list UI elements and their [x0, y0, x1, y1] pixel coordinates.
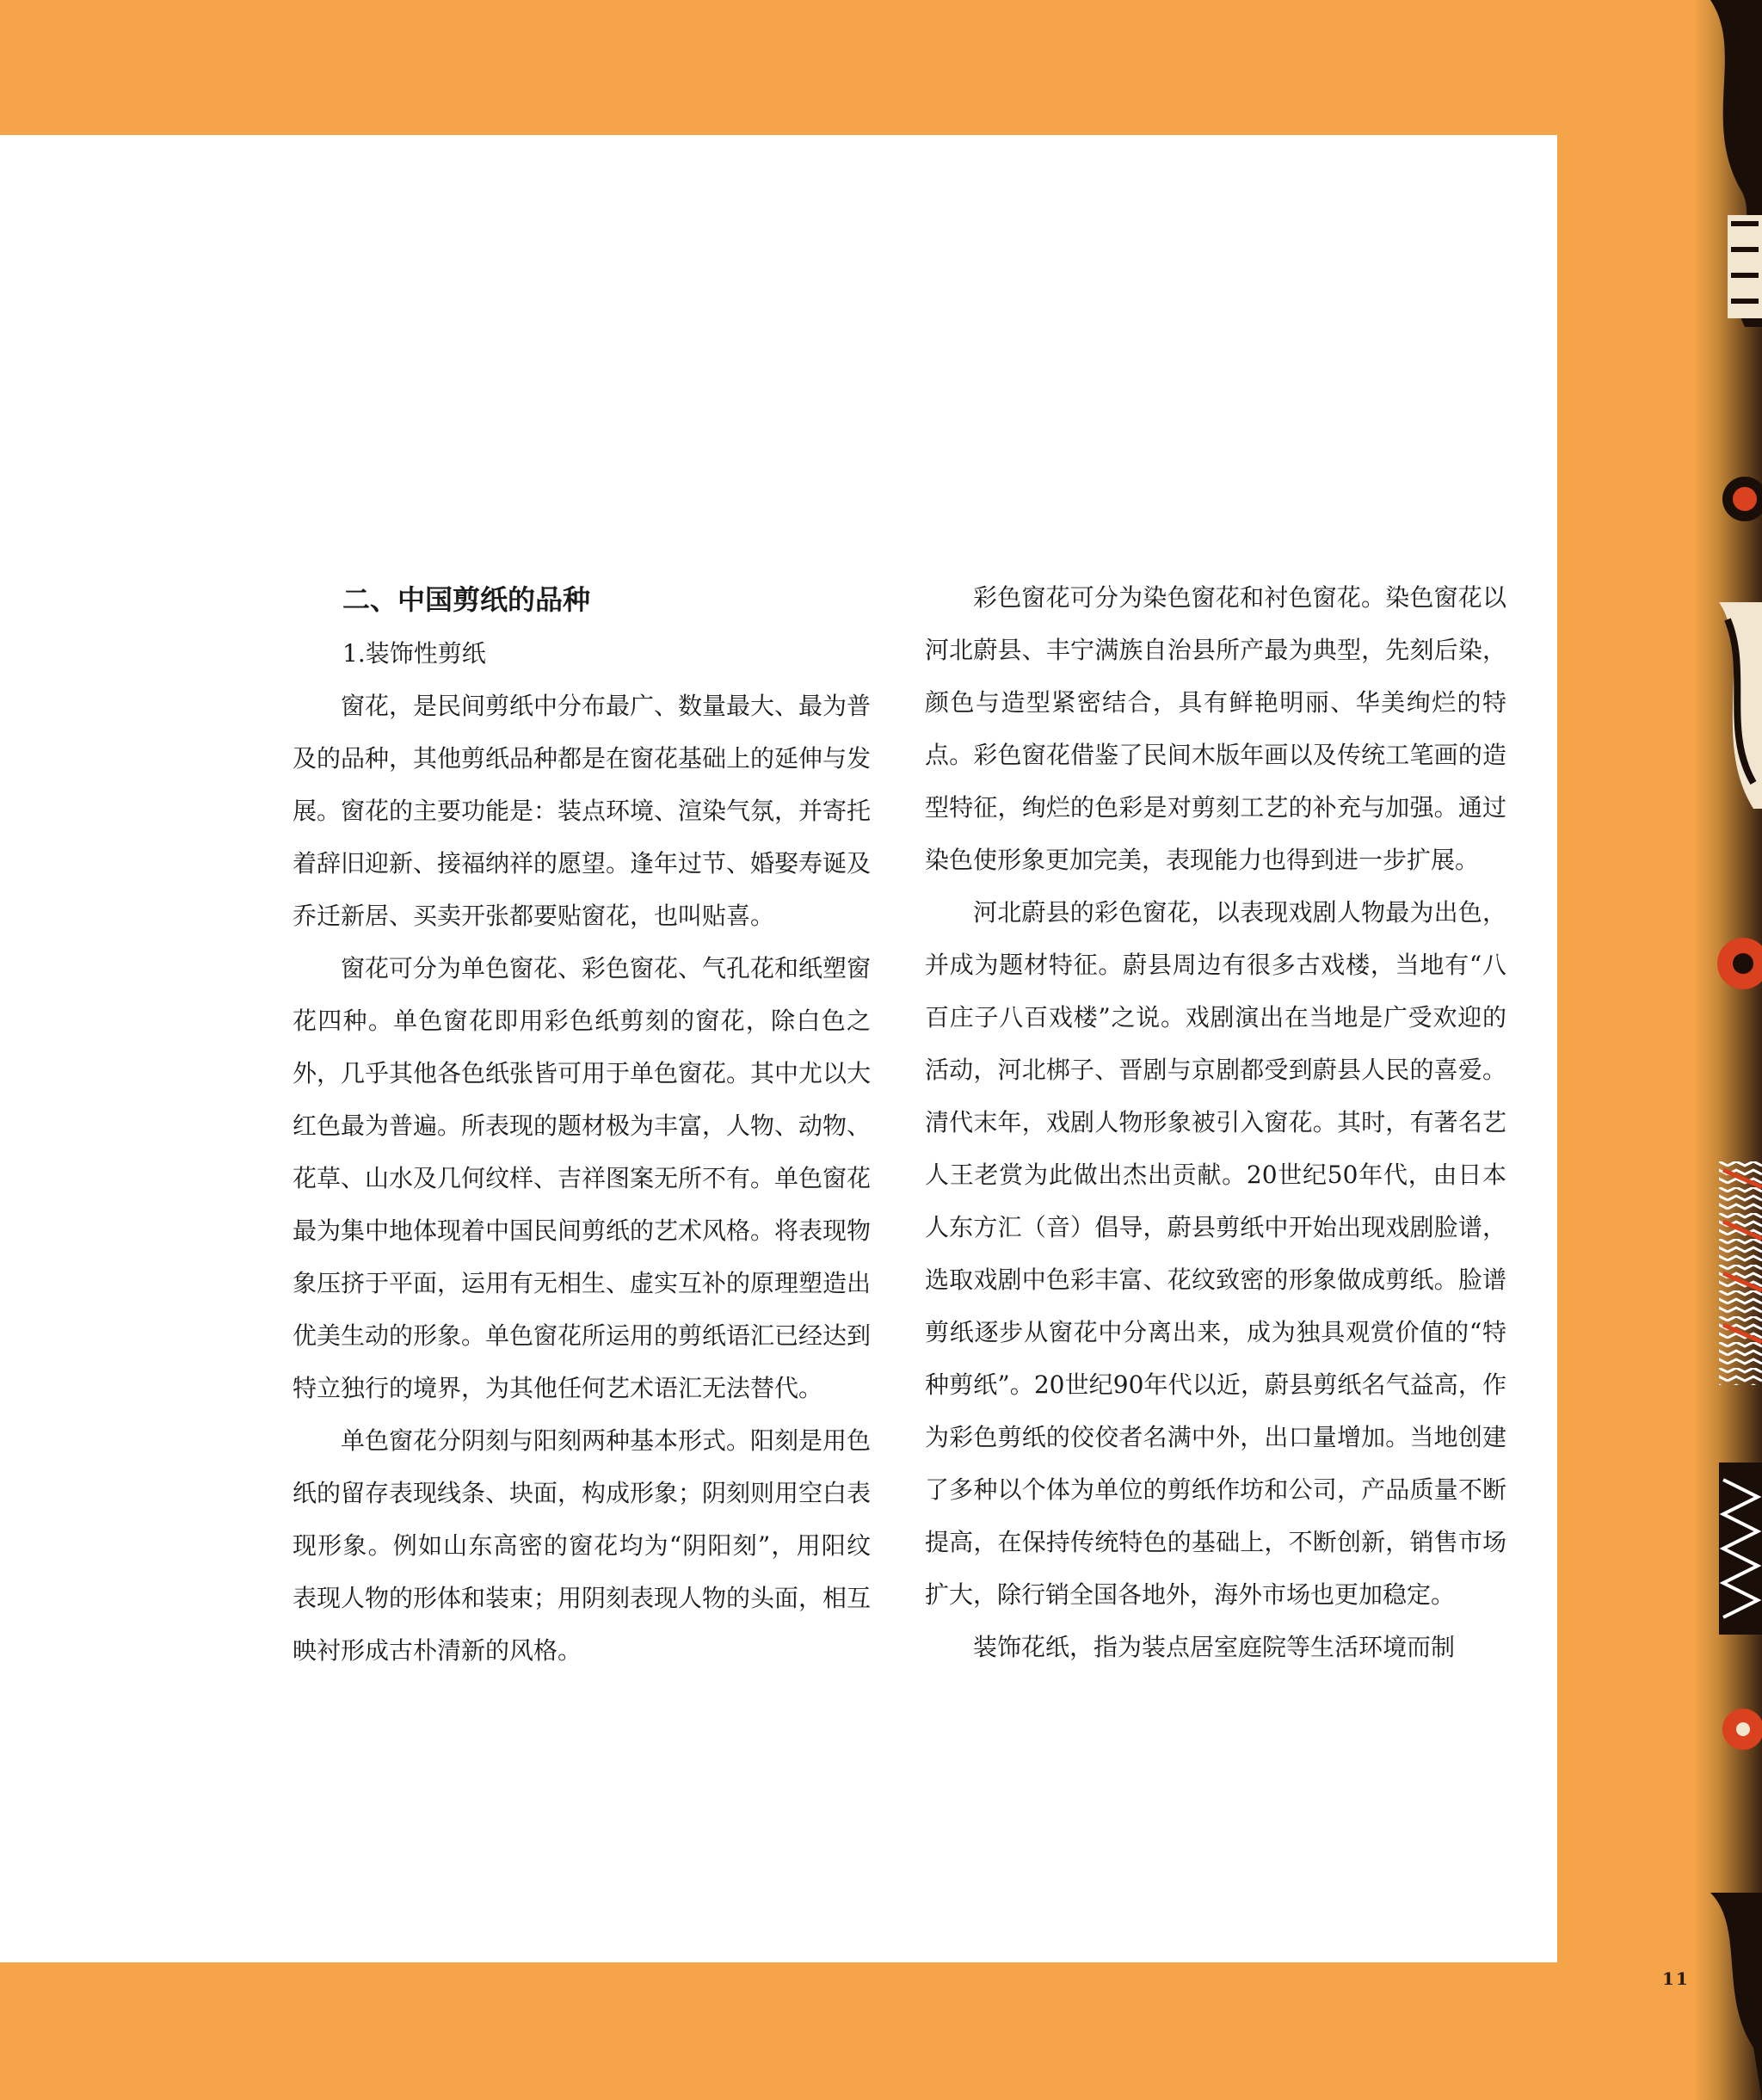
- paragraph: 河北蔚县的彩色窗花，以表现戏剧人物最为出色，并成为题材特征。蔚县周边有很多古戏楼，当地有“八百庄子八百戏楼”之说。戏剧演出在当地是广受欢迎的活动，河北梆子、晋剧与京剧都受到蔚县人民的喜爱。清代末年，戏剧人物形象被引入窗花。其时，有著名艺人王老赏为此做出杰出贡献。20世纪50年代，由日本人东方汇（音）倡导，蔚县剪纸中开始出现戏剧脸谱，选取戏剧中色彩丰富、花纹致密的形象做成剪纸。脸谱剪纸逐步从窗花中分离出来，成为独具观赏价值的“特种剪纸”。20世纪90年代以近，蔚县剪纸名气益高，作为彩色剪纸的佼佼者名满中外，出口量增加。当地创建了多种以个体为单位的剪纸作坊和公司，产品质量不断提高，在保持传统特色的基础上，不断创新，销售市场扩大，除行销全国各地外，海外市场也更加稳定。: [925, 898, 1506, 1609]
- paragraph: 单色窗花分阴刻与阳刻两种基本形式。阳刻是用色纸的留存表现线条、块面，构成形象；阴刻则用空白表现形象。例如山东高密的窗花均为“阴阳刻”，用阳纹表现人物的形体和装束；用阴刻表现人物的头面，相互映衬形成古朴清新的风格。: [293, 1426, 872, 1665]
- paragraph: 彩色窗花可分为染色窗花和衬色窗花。染色窗花以河北蔚县、丰宁满族自治县所产最为典型，先刻后染，颜色与造型紧密结合，具有鲜艳明丽、华美绚烂的特点。彩色窗花借鉴了民间木版年画以及传统工笔画的造型特征，绚烂的色彩是对剪刻工艺的补充与加强。通过染色使形象更加完美，表现能力也得到进一步扩展。: [925, 583, 1506, 874]
- article-right-column: [925, 571, 1506, 1673]
- papercut-pattern-icon: [1693, 0, 1762, 2100]
- paragraph: 窗花，是民间剪纸中分布最广、数量最大、最为普及的品种，其他剪纸品种都是在窗花基础上的延伸与发展。窗花的主要功能是：装点环境、渲染气氛，并寄托着辞旧迎新、接福纳祥的愿望。逢年过节、婚娶寿诞及乔迁新居、买卖开张都要贴窗花，也叫贴喜。: [293, 692, 872, 930]
- paragraph: 窗花可分为单色窗花、彩色窗花、气孔花和纸塑窗花四种。单色窗花即用彩色纸剪刻的窗花，除白色之外，几乎其他各色纸张皆可用于单色窗花。其中尤以大红色最为普遍。所表现的题材极为丰富，人物、动物、花草、山水及几何纹样、吉祥图案无所不有。单色窗花最为集中地体现着中国民间剪纸的艺术风格。将表现物象压挤于平面，运用有无相生、虚实互补的原理塑造出优美生动的形象。单色窗花所运用的剪纸语汇已经达到特立独行的境界，为其他任何艺术语汇无法替代。: [293, 954, 872, 1402]
- subsection-heading: 1.装饰性剪纸: [342, 639, 486, 668]
- section-heading: 二、中国剪纸的品种: [342, 583, 591, 616]
- paragraph: 装饰花纸，指为装点居室庭院等生活环境而制: [973, 1633, 1456, 1661]
- article-left-column: [293, 571, 871, 1677]
- page-number: 11: [1662, 1968, 1690, 1989]
